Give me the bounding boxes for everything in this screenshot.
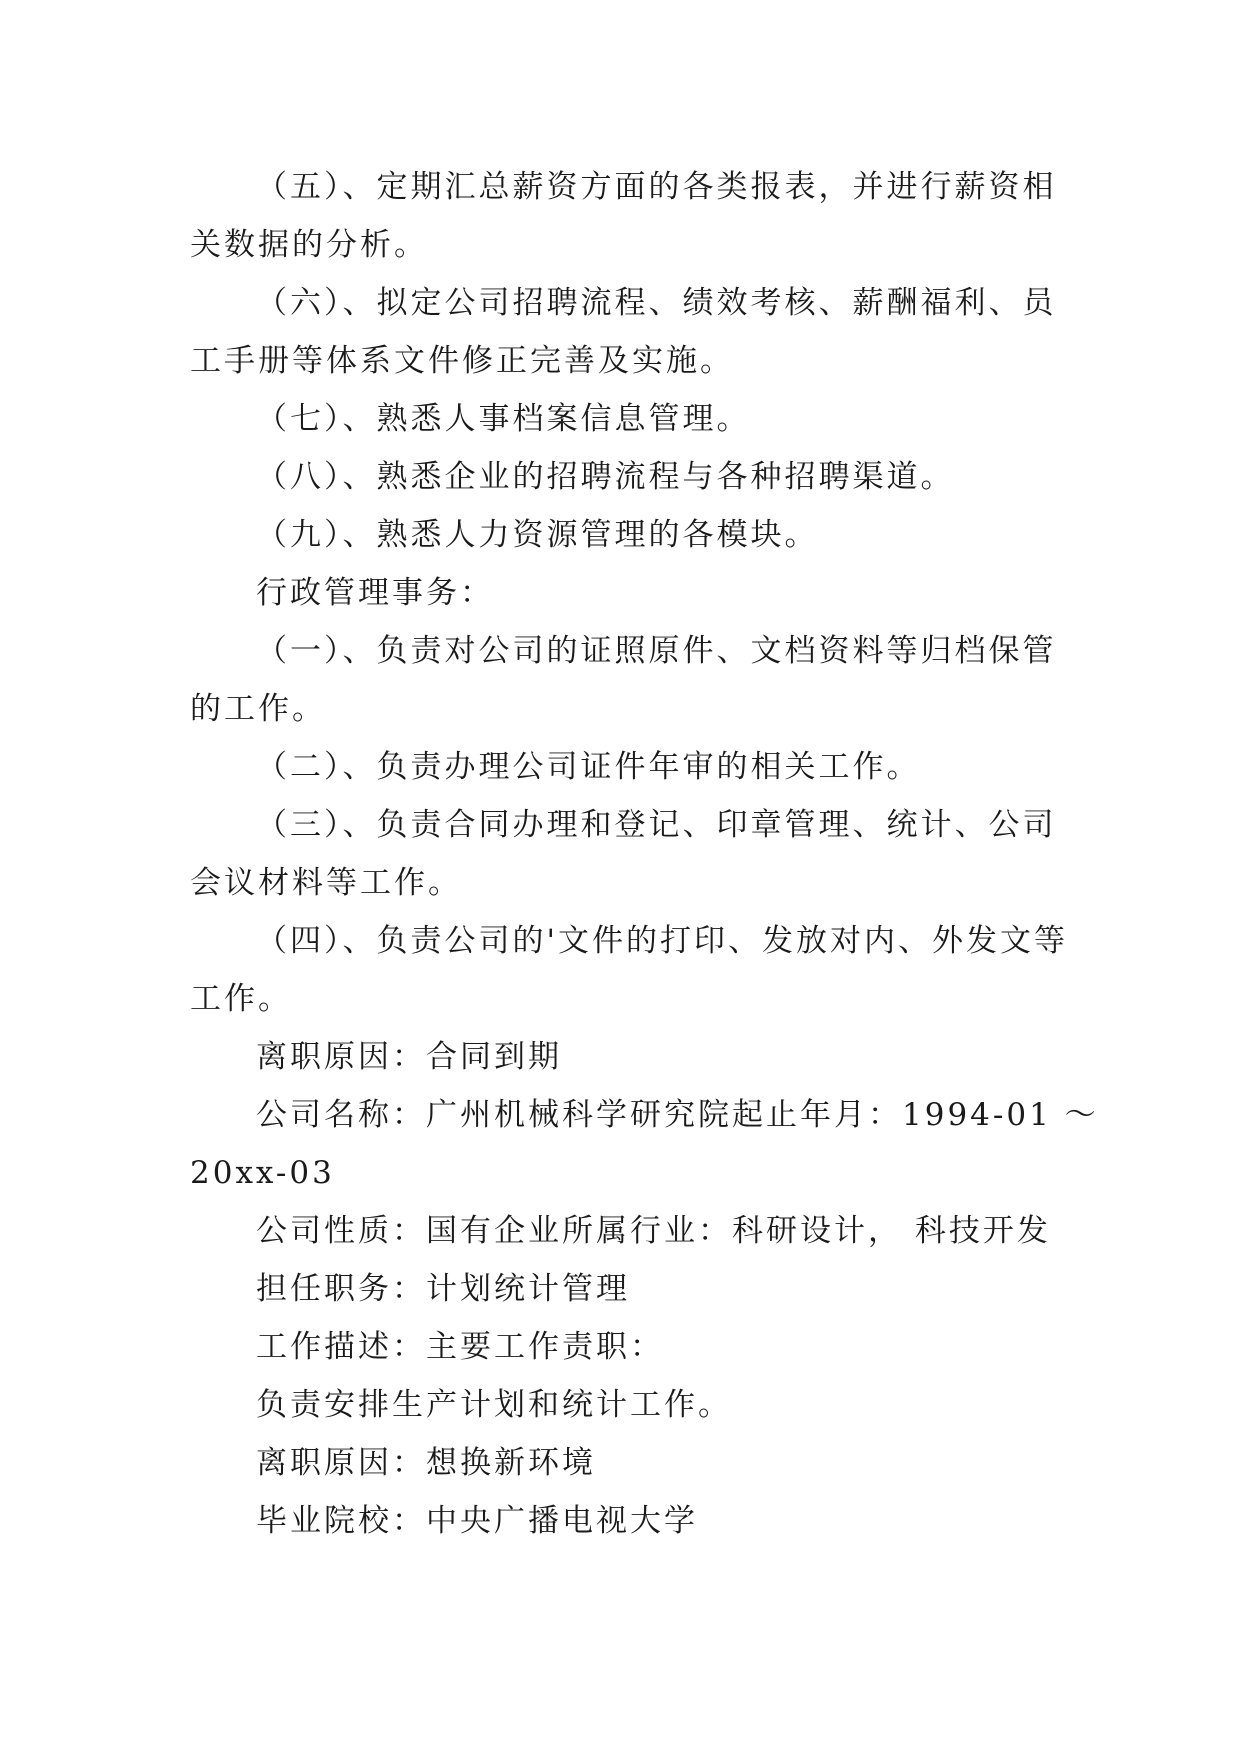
paragraph-line: 会议材料等工作。 [190, 865, 462, 901]
paragraph-line: （二）、负责办理公司证件年审的相关工作。 [256, 749, 921, 785]
company-nature-line: 公司性质：国有企业所属行业：科研设计， 科技开发 [256, 1213, 1051, 1249]
paragraph-line: （六）、拟定公司招聘流程、绩效考核、薪酬福利、员 [256, 285, 1057, 321]
document-body [190, 158, 1099, 1550]
paragraph-line: （七）、熟悉人事档案信息管理。 [256, 401, 751, 437]
paragraph-line: 工作。 [190, 981, 292, 1017]
paragraph-line: 关数据的分析。 [190, 227, 428, 263]
section-heading: 行政管理事务： [256, 575, 494, 611]
job-description-line: 工作描述：主要工作责职： [256, 1329, 664, 1365]
paragraph-line: （九）、熟悉人力资源管理的各模块。 [256, 517, 819, 553]
paragraph-line: （五）、定期汇总薪资方面的各类报表，并进行薪资相 [256, 169, 1057, 205]
paragraph-line: （一）、负责对公司的证照原件、文档资料等归档保管 [256, 633, 1057, 669]
leave-reason-line: 离职原因：合同到期 [256, 1039, 562, 1075]
paragraph-line: 工手册等体系文件修正完善及实施。 [190, 343, 734, 379]
paragraph-line: （四）、负责公司的'文件的打印、发放对内、外发文等 [256, 923, 1069, 959]
paragraph-line: 负责安排生产计划和统计工作。 [256, 1387, 732, 1423]
paragraph-line: （八）、熟悉企业的招聘流程与各种招聘渠道。 [256, 459, 955, 495]
paragraph-line: （三）、负责合同办理和登记、印章管理、统计、公司 [256, 807, 1057, 843]
paragraph-line: 的工作。 [190, 691, 326, 727]
date-range-line: 20xx-03 [190, 1155, 335, 1191]
company-name-line: 公司名称：广州机械科学研究院起止年月：1994-01 ～ [256, 1097, 1099, 1133]
leave-reason-line: 离职原因：想换新环境 [256, 1445, 596, 1481]
school-line: 毕业院校：中央广播电视大学 [256, 1503, 698, 1539]
position-line: 担任职务：计划统计管理 [256, 1271, 630, 1307]
